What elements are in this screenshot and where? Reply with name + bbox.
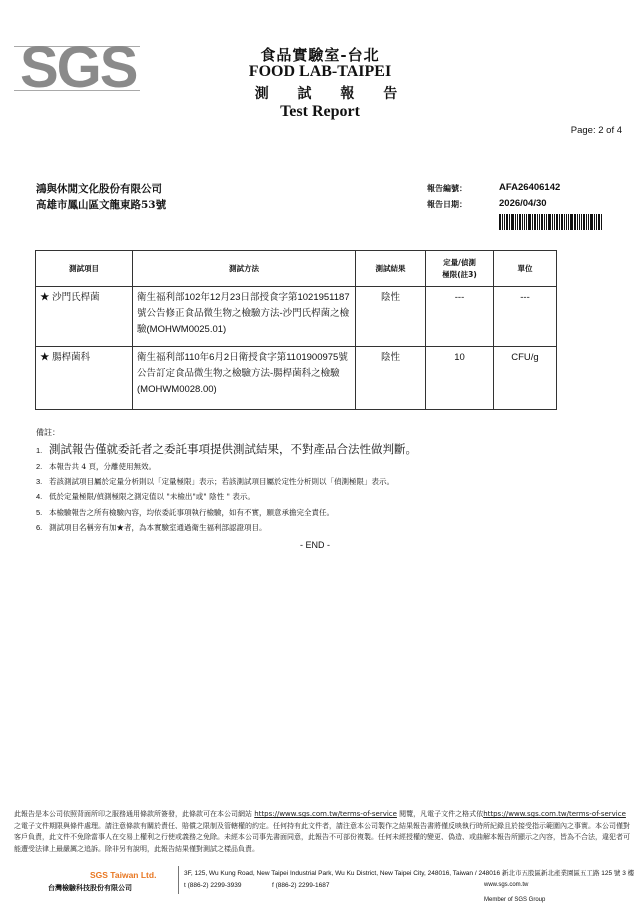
barcode-bar: [559, 214, 560, 230]
report-title-zh: 測 試 報 告: [254, 86, 410, 102]
table-row: [36, 287, 557, 347]
cell-item: ★ 沙門氏桿菌: [36, 287, 133, 347]
lab-name-en: FOOD LAB-TAIPEI: [248, 63, 392, 80]
note-item: [36, 522, 267, 533]
note-number: 5.: [36, 508, 43, 517]
note-item: [36, 441, 417, 457]
note-item: [36, 476, 394, 487]
disclaimer: [14, 809, 630, 856]
table-row: [36, 347, 557, 410]
barcode-bar: [534, 214, 536, 230]
cell-unit: CFU/g: [494, 347, 557, 410]
note-item: [36, 461, 156, 472]
footer-divider: [178, 866, 179, 894]
header-limit-text: 定量/偵測 極限(註3): [442, 257, 477, 279]
note-number: 4.: [36, 492, 43, 501]
barcode-bar: [522, 214, 523, 230]
barcode-bar: [509, 214, 510, 230]
barcode-bar: [554, 214, 555, 230]
disclaimer-text: 之電子文件期限與條件處理。請注意條款有關於責任、賠償之限制及管轄權的約定。任何持有此文件者，請注意本公司製作之結果報告書將僅反映執行時所紀錄且於接受指示範圍內之事實。本公司僅對客戶負責，此文件不免除當事人在交易上權利之行使或義務之免除。未經本公司事先書面同意，此報告不可部份複製。任何未經授權的變更、偽造、或曲解本報告所顯示之內容，皆為不合法，違犯者可能遭受法律上最嚴厲之追訴。除非另有說明，此報告結果僅對測試之樣品負責。: [14, 821, 630, 854]
note-item: [36, 491, 255, 502]
end-marker: - END -: [300, 540, 330, 550]
barcode-bar: [581, 214, 582, 230]
header-test-method: 測試方法: [133, 251, 356, 287]
barcode-bar: [601, 214, 602, 230]
footer-fax: f (886-2) 2299-1687: [272, 882, 330, 889]
footer-company-en: SGS Taiwan Ltd.: [90, 870, 157, 880]
barcode-bar: [579, 214, 580, 230]
header-unit: 單位: [494, 251, 557, 287]
page-number: Page: 2 of 4: [570, 125, 622, 136]
barcode-bar: [532, 214, 533, 230]
cell-unit: ---: [494, 287, 557, 347]
terms-link[interactable]: https://www.sgs.com.tw/terms-of-service: [483, 810, 626, 818]
note-text: 若該測試項目屬於定量分析則以「定量極限」表示；若該測試項目屬於定性分析則以「偵測極限」表示。: [49, 477, 394, 486]
disclaimer-text: 閱覽，凡電子文件之格式依: [396, 810, 484, 818]
report-number: AFA26406142: [499, 182, 561, 193]
barcode-bar: [588, 214, 589, 230]
logo-text: SGS: [20, 35, 137, 100]
barcode-bar: [506, 214, 508, 230]
report-date-label: 報告日期：: [427, 200, 467, 209]
barcode-bar: [564, 214, 565, 230]
barcode-bar: [546, 214, 547, 230]
barcode-bar: [515, 214, 516, 230]
note-text: 本報告共 4 頁，分離使用無效。: [49, 462, 157, 471]
sgs-logo: [14, 35, 140, 100]
note-text: 低於定量極限/偵測極限之測定值以 "未檢出"或" 陰性 " 表示。: [49, 492, 255, 501]
barcode-bar: [583, 214, 585, 230]
note-number: 2.: [36, 462, 43, 471]
barcode-bar: [526, 214, 527, 230]
barcode-bar: [590, 214, 593, 230]
client-address: 高雄市鳳山區文龍東路53號: [36, 199, 167, 211]
barcode-bar: [541, 214, 543, 230]
note-number: 3.: [36, 477, 43, 486]
barcode-bar: [574, 214, 576, 230]
cell-result: 陰性: [356, 287, 426, 347]
cell-limit: 10: [426, 347, 494, 410]
barcode-bar: [586, 214, 587, 230]
barcode-bar: [552, 214, 553, 230]
footer-member: Member of SGS Group: [484, 897, 546, 903]
barcode-bar: [524, 214, 525, 230]
cell-limit: ---: [426, 287, 494, 347]
barcode-bar: [594, 214, 595, 230]
barcode-bar: [528, 214, 531, 230]
barcode-bar: [499, 214, 501, 230]
barcode-bar: [537, 214, 538, 230]
results-table: [35, 250, 557, 410]
note-text: 本檢驗報告之所有檢驗內容，均依委託事項執行檢驗，如有不實，願意承擔完全責任。: [49, 508, 334, 517]
barcode-bar: [577, 214, 578, 230]
cell-result: 陰性: [356, 347, 426, 410]
note-number: 1.: [36, 446, 43, 455]
lab-name-zh: 食品實驗室-台北: [260, 46, 380, 64]
barcode-bar: [517, 214, 518, 230]
cell-method: 衛生福利部102年12月23日部授食字第1021951187號公告修正食品微生物之檢驗方法-沙門氏桿菌之檢驗(MOHWM0025.01): [133, 287, 356, 347]
barcode-bar: [548, 214, 551, 230]
header-limit: [426, 251, 494, 287]
cell-method: 衛生福利部110年6月2日衛授食字第1101900975號公告訂定食品微生物之檢驗方法-腸桿菌科之檢驗(MOHWM0028.00): [133, 347, 356, 410]
footer-address: 3F, 125, Wu Kung Road, New Taipei Industrial Park, Wu Ku District, New Taipei City, 248016, Taiwan / 248016 新北市五股區新北產業園區五工路 125 號 3 樓: [184, 870, 635, 877]
notes-title: 備註：: [36, 428, 60, 437]
header-test-item: 測試項目: [36, 251, 133, 287]
note-text: 測試報告僅就委託者之委託事項提供測試結果，不對產品合法性做判斷。: [49, 442, 417, 456]
barcode-bar: [568, 214, 569, 230]
barcode-bar: [502, 214, 503, 230]
note-number: 6.: [36, 523, 43, 532]
barcode-bar: [561, 214, 563, 230]
barcode-bar: [598, 214, 600, 230]
barcode-bar: [556, 214, 558, 230]
barcode: [499, 214, 607, 230]
terms-link[interactable]: https://www.sgs.com.tw/terms-of-service: [254, 810, 397, 818]
client-name: 鴻與休閒文化股份有限公司: [36, 183, 162, 195]
footer-phone: t (886-2) 2299-3939: [184, 882, 242, 889]
note-item: [36, 507, 334, 518]
disclaimer-text: 此報告是本公司依照背面所印之服務通用條款所簽發，此條款可在本公司網站: [14, 810, 255, 818]
table-header-row: [36, 251, 557, 287]
cell-item: ★ 腸桿菌科: [36, 347, 133, 410]
footer-website[interactable]: www.sgs.com.tw: [484, 882, 529, 888]
barcode-bar: [519, 214, 521, 230]
barcode-bar: [539, 214, 540, 230]
report-date: 2026/04/30: [499, 198, 547, 209]
note-text: 測試項目名稱旁有加★者，為本實驗室通過衛生福利部認證項目。: [49, 523, 267, 532]
barcode-bar: [504, 214, 505, 230]
barcode-bar: [570, 214, 573, 230]
barcode-bar: [566, 214, 567, 230]
barcode-bar: [544, 214, 545, 230]
report-title-en: Test Report: [280, 103, 360, 120]
report-number-label: 報告編號：: [427, 184, 467, 193]
barcode-bar: [596, 214, 597, 230]
barcode-bar: [511, 214, 514, 230]
footer-company-zh: 台灣檢驗科技股份有限公司: [48, 884, 132, 892]
header-test-result: 測試結果: [356, 251, 426, 287]
